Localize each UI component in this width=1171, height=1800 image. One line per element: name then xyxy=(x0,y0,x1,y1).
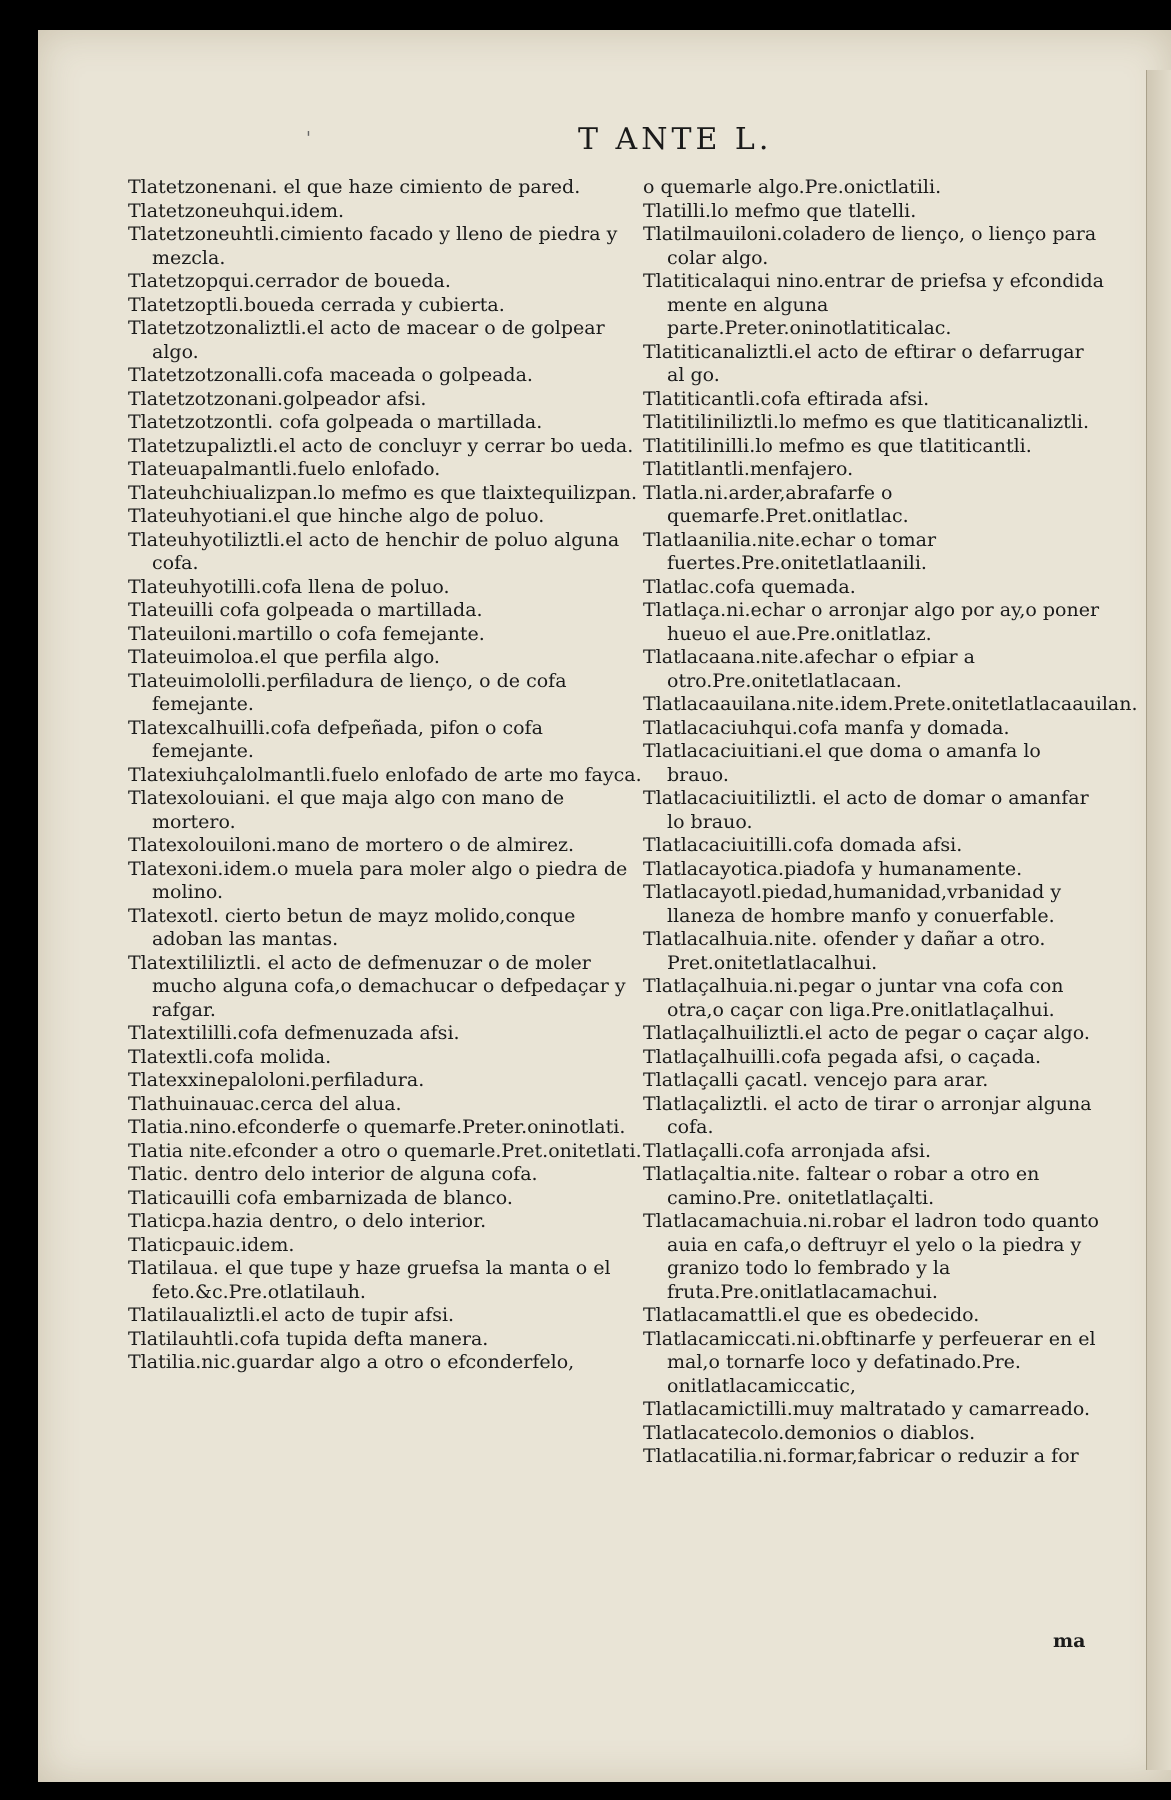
dictionary-entry: Tlaticpa.hazia dentro, o delo interior. xyxy=(128,1210,487,1232)
dictionary-entry: Tlateuhyotiani.el que hinche algo de poluo. xyxy=(128,505,545,527)
dictionary-entry: Tlatexolouiani. el que maja algo con mano de mortero. xyxy=(128,787,565,833)
dictionary-entry: Tlathuinauac.cerca del alua. xyxy=(128,1092,402,1115)
dictionary-entry: Tlatlacamictilli.muy maltratado y camarreado. xyxy=(643,1398,1091,1420)
dictionary-entry: Tlatexolouiloni.mano de mortero o de almirez. xyxy=(128,834,575,856)
dictionary-entry: Tlatetzotzontli. cofa golpeada o martillada. xyxy=(128,411,543,433)
dictionary-entry: Tlatlaça.ni.echar o arronjar algo por ay,o poner hueuo el aue.Pre.onitlatlaz. xyxy=(643,599,1100,645)
dictionary-entry: Tlatilaua. el que tupe y haze gruefsa la manta o el feto.&c.Pre.otlatilauh. xyxy=(128,1257,611,1303)
dictionary-entry: Tlatlaçalli çacatl. vencejo para arar. xyxy=(643,1069,989,1091)
dictionary-entry: Tlatetzotzonaliztli.el acto de macear o de golpear algo. xyxy=(128,317,605,363)
dictionary-entry: o quemarle algo.Pre.onictlatili. xyxy=(643,176,942,198)
page-header xyxy=(38,122,1171,162)
dictionary-entry: Tlatlacatilia.ni.formar,fabricar o reduzir a for xyxy=(643,1445,1079,1467)
dictionary-entry: Tlatilauhtli.cofa tupida defta manera. xyxy=(128,1327,489,1350)
running-head: T ANTE L. xyxy=(578,122,773,157)
dictionary-entry: Tlatlacaciuitiliztli. el acto de domar o amanfar lo brauo. xyxy=(643,787,1089,833)
dictionary-entry: Tlatetzopqui.cerrador de boueda. xyxy=(128,270,451,292)
header-mark: ' xyxy=(306,128,311,149)
dictionary-entry: Tlatetzoptli.boueda cerrada y cubierta. xyxy=(128,293,505,316)
facing-page-edge xyxy=(1146,70,1171,1770)
dictionary-entry: Tlatia.nino.efconderfe o quemarfe.Preter.oninotlati. xyxy=(128,1116,626,1138)
dictionary-entry: Tlateuhyotilli.cofa llena de poluo. xyxy=(128,575,450,598)
dictionary-entry: Tlatlacamattli.el que es obedecido. xyxy=(643,1304,980,1326)
dictionary-entry: Tlatexcalhuilli.cofa defpeñada, pifon o cofa femejante. xyxy=(128,716,543,762)
dictionary-entry: Tlatlacamiccati.ni.obftinarfe y perfeuerar en el mal,o tornarfe loco y defatinado.Pre. onitlatlacamiccatic, xyxy=(643,1327,1096,1397)
dictionary-entry: Tlatlaçaliztli. el acto de tirar o arronjar alguna cofa. xyxy=(643,1092,1092,1138)
dictionary-entry: Tlatlaçalli.cofa arronjada afsi. xyxy=(643,1139,931,1162)
dictionary-entry: Tlatextililli.cofa defmenuzada afsi. xyxy=(128,1022,460,1044)
dictionary-entry: Tlatetzoneuhtli.cimiento facado y lleno de piedra y mezcla. xyxy=(128,223,618,269)
dictionary-entry: Tlatexoni.idem.o muela para moler algo o piedra de molino. xyxy=(128,857,628,903)
dictionary-entry: Tlateuimoloa.el que perfila algo. xyxy=(128,646,440,668)
dictionary-entry: Tlatia nite.efconder a otro o quemarle.Pret.onitetlati. xyxy=(128,1139,642,1162)
dictionary-entry: Tlatlaçalhuiliztli.el acto de pegar o caçar algo. xyxy=(643,1022,1090,1044)
dictionary-entry: Tlatlacalhuia.nite. ofender y dañar a otro. Pret.onitetlatlacalhui. xyxy=(643,928,1046,974)
dictionary-entry: Tlatiticantli.cofa eftirada afsi. xyxy=(643,387,930,410)
dictionary-entry: Tlatilaualiztli.el acto de tupir afsi. xyxy=(128,1304,455,1326)
dictionary-entry: Tlatetzupaliztli.el acto de concluyr y cerrar bo ueda. xyxy=(128,434,634,457)
dictionary-entry: Tlatlac.cofa quemada. xyxy=(643,575,856,598)
dictionary-entry: Tlatlacayotl.piedad,humanidad,vrbanidad y llaneza de hombre manfo y conuerfable. xyxy=(643,881,1062,927)
dictionary-entry: Tlatlacaciuitilli.cofa domada afsi. xyxy=(643,834,963,856)
dictionary-entry: Tlatextli.cofa molida. xyxy=(128,1045,332,1068)
dictionary-entry: Tlatexxinepaloloni.perfiladura. xyxy=(128,1069,425,1091)
dictionary-entry: Tlatic. dentro delo interior de alguna cofa. xyxy=(128,1163,538,1185)
dictionary-entry: Tlatetzotzonalli.cofa maceada o golpeada. xyxy=(128,364,533,386)
dictionary-entry: Tlatilli.lo mefmo que tlatelli. xyxy=(643,199,917,222)
dictionary-entry: Tlateuapalmantli.fuelo enlofado. xyxy=(128,458,441,480)
dictionary-entry: Tlatlaanilia.nite.echar o tomar fuertes.Pre.onitetlatlaanili. xyxy=(643,528,937,574)
dictionary-entry: Tlatlaçalhuia.ni.pegar o juntar vna cofa con otra,o caçar con liga.Pre.onitlatlaçalhui. xyxy=(643,975,1064,1021)
dictionary-entry: Tlatla.ni.arder,abrafarfe o quemarfe.Pret.onitlatlac. xyxy=(643,481,909,527)
dictionary-entry: Tlatextililiztli. el acto de defmenuzar o de moler mucho alguna cofa,o demachucar o defpedaçar y rafgar. xyxy=(128,951,626,1021)
dictionary-entry: Tlatilmauiloni.coladero de lienço, o lienço para colar algo. xyxy=(643,223,1097,269)
dictionary-entry: Tlatiticalaqui nino.entrar de priefsa y efcondida mente en alguna parte.Preter.oninotlatiticalac. xyxy=(643,270,1104,339)
dictionary-entry: Tlatexiuhçalolmantli.fuelo enlofado de arte mo fayca. xyxy=(128,763,642,786)
dictionary-entry: Tlatlaçalhuilli.cofa pegada afsi, o caçada. xyxy=(643,1045,1042,1068)
dictionary-entry: Tlatlacatecolo.demonios o diablos. xyxy=(643,1421,976,1444)
dictionary-entry: Tlatlaçaltia.nite. faltear o robar a otro en camino.Pre. onitetlatlaçalti. xyxy=(643,1163,1040,1209)
dictionary-entry: Tlateuhchiualizpan.lo mefmo es que tlaixtequilizpan. xyxy=(128,481,638,504)
dictionary-entry: Tlatitiliniliztli.lo mefmo es que tlatiticanaliztli. xyxy=(643,411,1090,433)
dictionary-entry: Tlatlacaciuhqui.cofa manfa y domada. xyxy=(643,716,1010,739)
right-column xyxy=(643,176,1138,1469)
dictionary-entry: Tlatetzotzonani.golpeador afsi. xyxy=(128,387,427,410)
dictionary-entry: Tlateuimololli.perfiladura de lienço, o de cofa femejante. xyxy=(128,669,567,715)
dictionary-entry: Tlateuhyotiliztli.el acto de henchir de poluo alguna cofa. xyxy=(128,528,620,574)
dictionary-entry: Tlatlacaana.nite.afechar o efpiar a otro.Pre.onitetlatlacaan. xyxy=(643,646,975,692)
dictionary-entry: Tlaticpauic.idem. xyxy=(128,1233,295,1256)
dictionary-entry: Tlatexotl. cierto betun de mayz molido,conque adoban las mantas. xyxy=(128,904,576,950)
dictionary-entry: Tlateuilli cofa golpeada o martillada. xyxy=(128,599,483,621)
dictionary-entry: Tlatlacaauilana.nite.idem.Prete.onitetlatlacaauilan. xyxy=(643,693,1138,715)
dictionary-entry: Tlaticauilli cofa embarnizada de blanco. xyxy=(128,1186,513,1209)
dictionary-entry: Tlatlacamachuia.ni.robar el ladron todo quanto auia en cafa,o deftruyr el yelo o la piedra y granizo todo lo fembrado y la fruta.Pre.onitlatlacamachui. xyxy=(643,1210,1099,1303)
dictionary-entry: Tlatetzoneuhqui.idem. xyxy=(128,199,345,222)
dictionary-entry: Tlatiticanaliztli.el acto de eftirar o defarrugar al go. xyxy=(643,340,1084,386)
dictionary-entry: Tlatlacayotica.piadofa y humanamente. xyxy=(643,857,1023,880)
dictionary-entry: Tlatilia.nic.guardar algo a otro o efconderfelo, xyxy=(128,1351,575,1373)
book-page xyxy=(38,30,1171,1782)
left-column xyxy=(128,176,643,1375)
catchword: ma xyxy=(1053,1630,1086,1652)
dictionary-entry: Tlateuiloni.martillo o cofa femejante. xyxy=(128,622,485,645)
dictionary-entry: Tlatetzonenani. el que haze cimiento de pared. xyxy=(128,176,581,198)
dictionary-entry: Tlatitilinilli.lo mefmo es que tlatiticantli. xyxy=(643,434,1032,457)
dictionary-entry: Tlatitlantli.menfajero. xyxy=(643,458,854,480)
dictionary-entry: Tlatlacaciuitiani.el que doma o amanfa lo brauo. xyxy=(643,740,1041,786)
